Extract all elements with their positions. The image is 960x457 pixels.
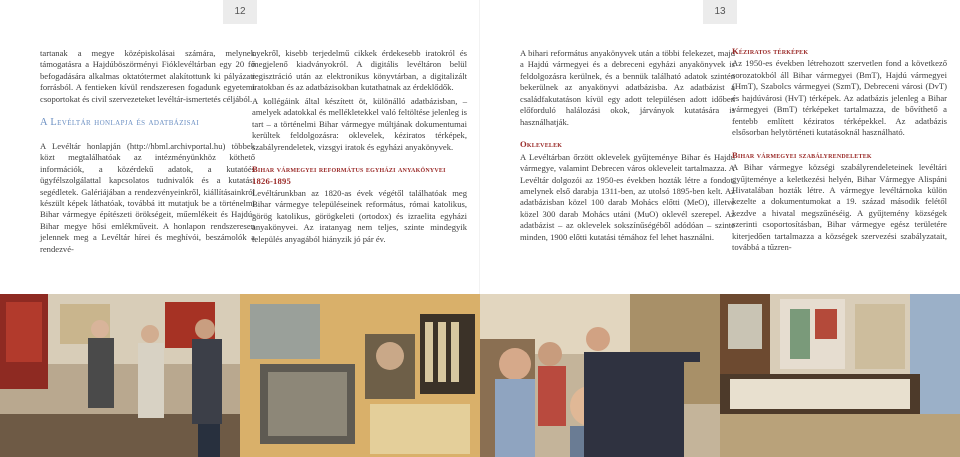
- photo-exhibition-cases: [720, 294, 960, 457]
- paragraph: Levéltárunkban az 1820-as évek végétől találhatóak meg Bihar vármegye településeinek református, római katolikus, görög katolikus, görögkeleti (ortodox) és izraelita egyházi anyakönyvei. Az iratanyag nem teljes, szinte mindegyik település anyagából hiányzik jó pár év.: [252, 187, 467, 244]
- paragraph: Az 1950-es években létrehozott szervetlen fond a következő sorozatokból áll Bihar vármegyei (BmT), Hajdú vármegyei (HmT), Szabolcs vármegyei (SzmT), Debreceni városi (DvT) és hajdúvárosi (HvT) térképek. Az adatbázis jelenleg a Bihar vármegyei (BmT) térképeket tartalmazza, de bővíthető a fentebb említett kéziratos térképekkel. Az adatbázis elsősorban helytörténeti kutatásoknál használható.: [732, 58, 947, 138]
- page-number-left: 12: [223, 0, 257, 24]
- section-heading-registers: Bihar vármegyei református egyházi anyakönyvei 1826-1895: [252, 164, 446, 186]
- section-heading-regulations: Bihar vármegyei szabályrendeletek: [732, 149, 872, 160]
- page-number-right: 13: [703, 0, 737, 24]
- text-column-4: [732, 46, 947, 256]
- paragraph: A kollégáink által készített öt, különálló adatbázisban, – amelyek adatokkal és mellékletekkel való feltöltése jelenleg is tart – a történelmi Bihar vármegye múltjának dokumentumai kerültek feldolgozásra: oklevelek, kéziratos térképek, szabályrendeletek, vizsgyi iratok és egyházi anyakönyvek.: [252, 95, 467, 152]
- section-heading-charters: Oklevelek: [520, 139, 563, 150]
- section-heading-maps: Kéziratos térképek: [732, 46, 809, 56]
- text-column-1: [40, 48, 255, 257]
- photo-exhibition-visitors: [0, 294, 240, 457]
- text-column-2: [252, 48, 467, 247]
- paragraph: A Levéltárban őrzött oklevelek gyűjteménye Bihar és Hajdú vármegye, valamint Debrecen város okleveleit tartalmazza. A Levéltár dolgozói az 1950-es években hozták létre a fondot, amelynek első darabja 1311-ben, az utolsó 1895-ben kelt. Az adatbázisban közel 100 darab Mohács előtti (MeO), illetve közel 300 darab Mohács utáni (MuO) oklevél szerepel. Az adatbázist – az oklevelek sokszínűségéből adódóan – szinte minden, 1900 előtti kutatási témához fel lehet használni.: [520, 151, 735, 242]
- paragraph: A bihari református anyakönyvek után a többi felekezet, majd a Hajdú vármegyei és a debreceni egyházi anyakönyvek is feldolgozásra kerülnek, és a bennük található adatok szintén bekerülnek az anyakönyvi adatbázisba. Az adatbázist a családfakutatáson kívül egy adott településen adott időben előforduló halálozási okok, járványok kutatására is használhatják.: [520, 48, 735, 127]
- photo-guided-tour: [480, 294, 720, 457]
- photo-historical-collage: [240, 294, 480, 457]
- paragraph: nyekről, kisebb terjedelmű cikkek érdekesebb iratokról és megjelenő kiadványokról. A digitális levéltáron belül regisztráció után az elektronikus könyvtárban, a digitalizált iratokban és az adatbázisokban kutathatnak az érdeklődők.: [252, 48, 467, 93]
- text-column-3: [520, 48, 735, 245]
- paragraph: tartanak a megye középiskolásai számára, melynek támogatásra a Hajdúböszörményi Fióklevéltárban egy 20 fő befogadására alkalmas oktatótermet alakítottunk ki pályázati forrásból. A fentieken kívül rendszeresen fogadunk egyetemi csoportokat és civil szervezeteket levéltár-ismertetés céljából.: [40, 48, 255, 104]
- photo-strip: [0, 294, 960, 457]
- page-spine: [479, 0, 480, 294]
- paragraph: A Levéltár honlapján (http://hbml.archivportal.hu) többek közt megtalálhatóak az intézményünkhöz köthető információk, a közérdekű adatok, a kutatóés ügyfélszolgálattal kapcsolatos tudnivalók és a kutatási segédletek. Galériájában a rendezvényeinkről, kiállításainkról készült képek láthatóak, továbbá itt mutatjuk be a történelmi Bihar vármegye építészeti örökségeit, műemlékeit és Hajdú-Bihar megye hősi emlékműveit. A honlapon rendszeresen jelennek meg a Levéltár hírei és meghívói, beszámolók a rendezvé-: [40, 140, 255, 254]
- paragraph: A Bihar vármegye községi szabályrendeleteinek levéltári gyűjteménye a keletkezési helyén, Bihar Vármegye Alispáni Hivatalában hozták létre. A vármegye levéltárnoka külön kezelte a dokumentumokat a 19. század második felétől kezdve a hivatal megszűnéséig. A gyűjtemény községek szerinti csoportosításban, Bihar vármegye egész területére kiterjedően tartalmazza a községek szervezési szabályzatait, továbbá a tűzren-: [732, 162, 947, 253]
- section-heading-website: A Levéltár honlapja és adatbázisai: [40, 117, 200, 129]
